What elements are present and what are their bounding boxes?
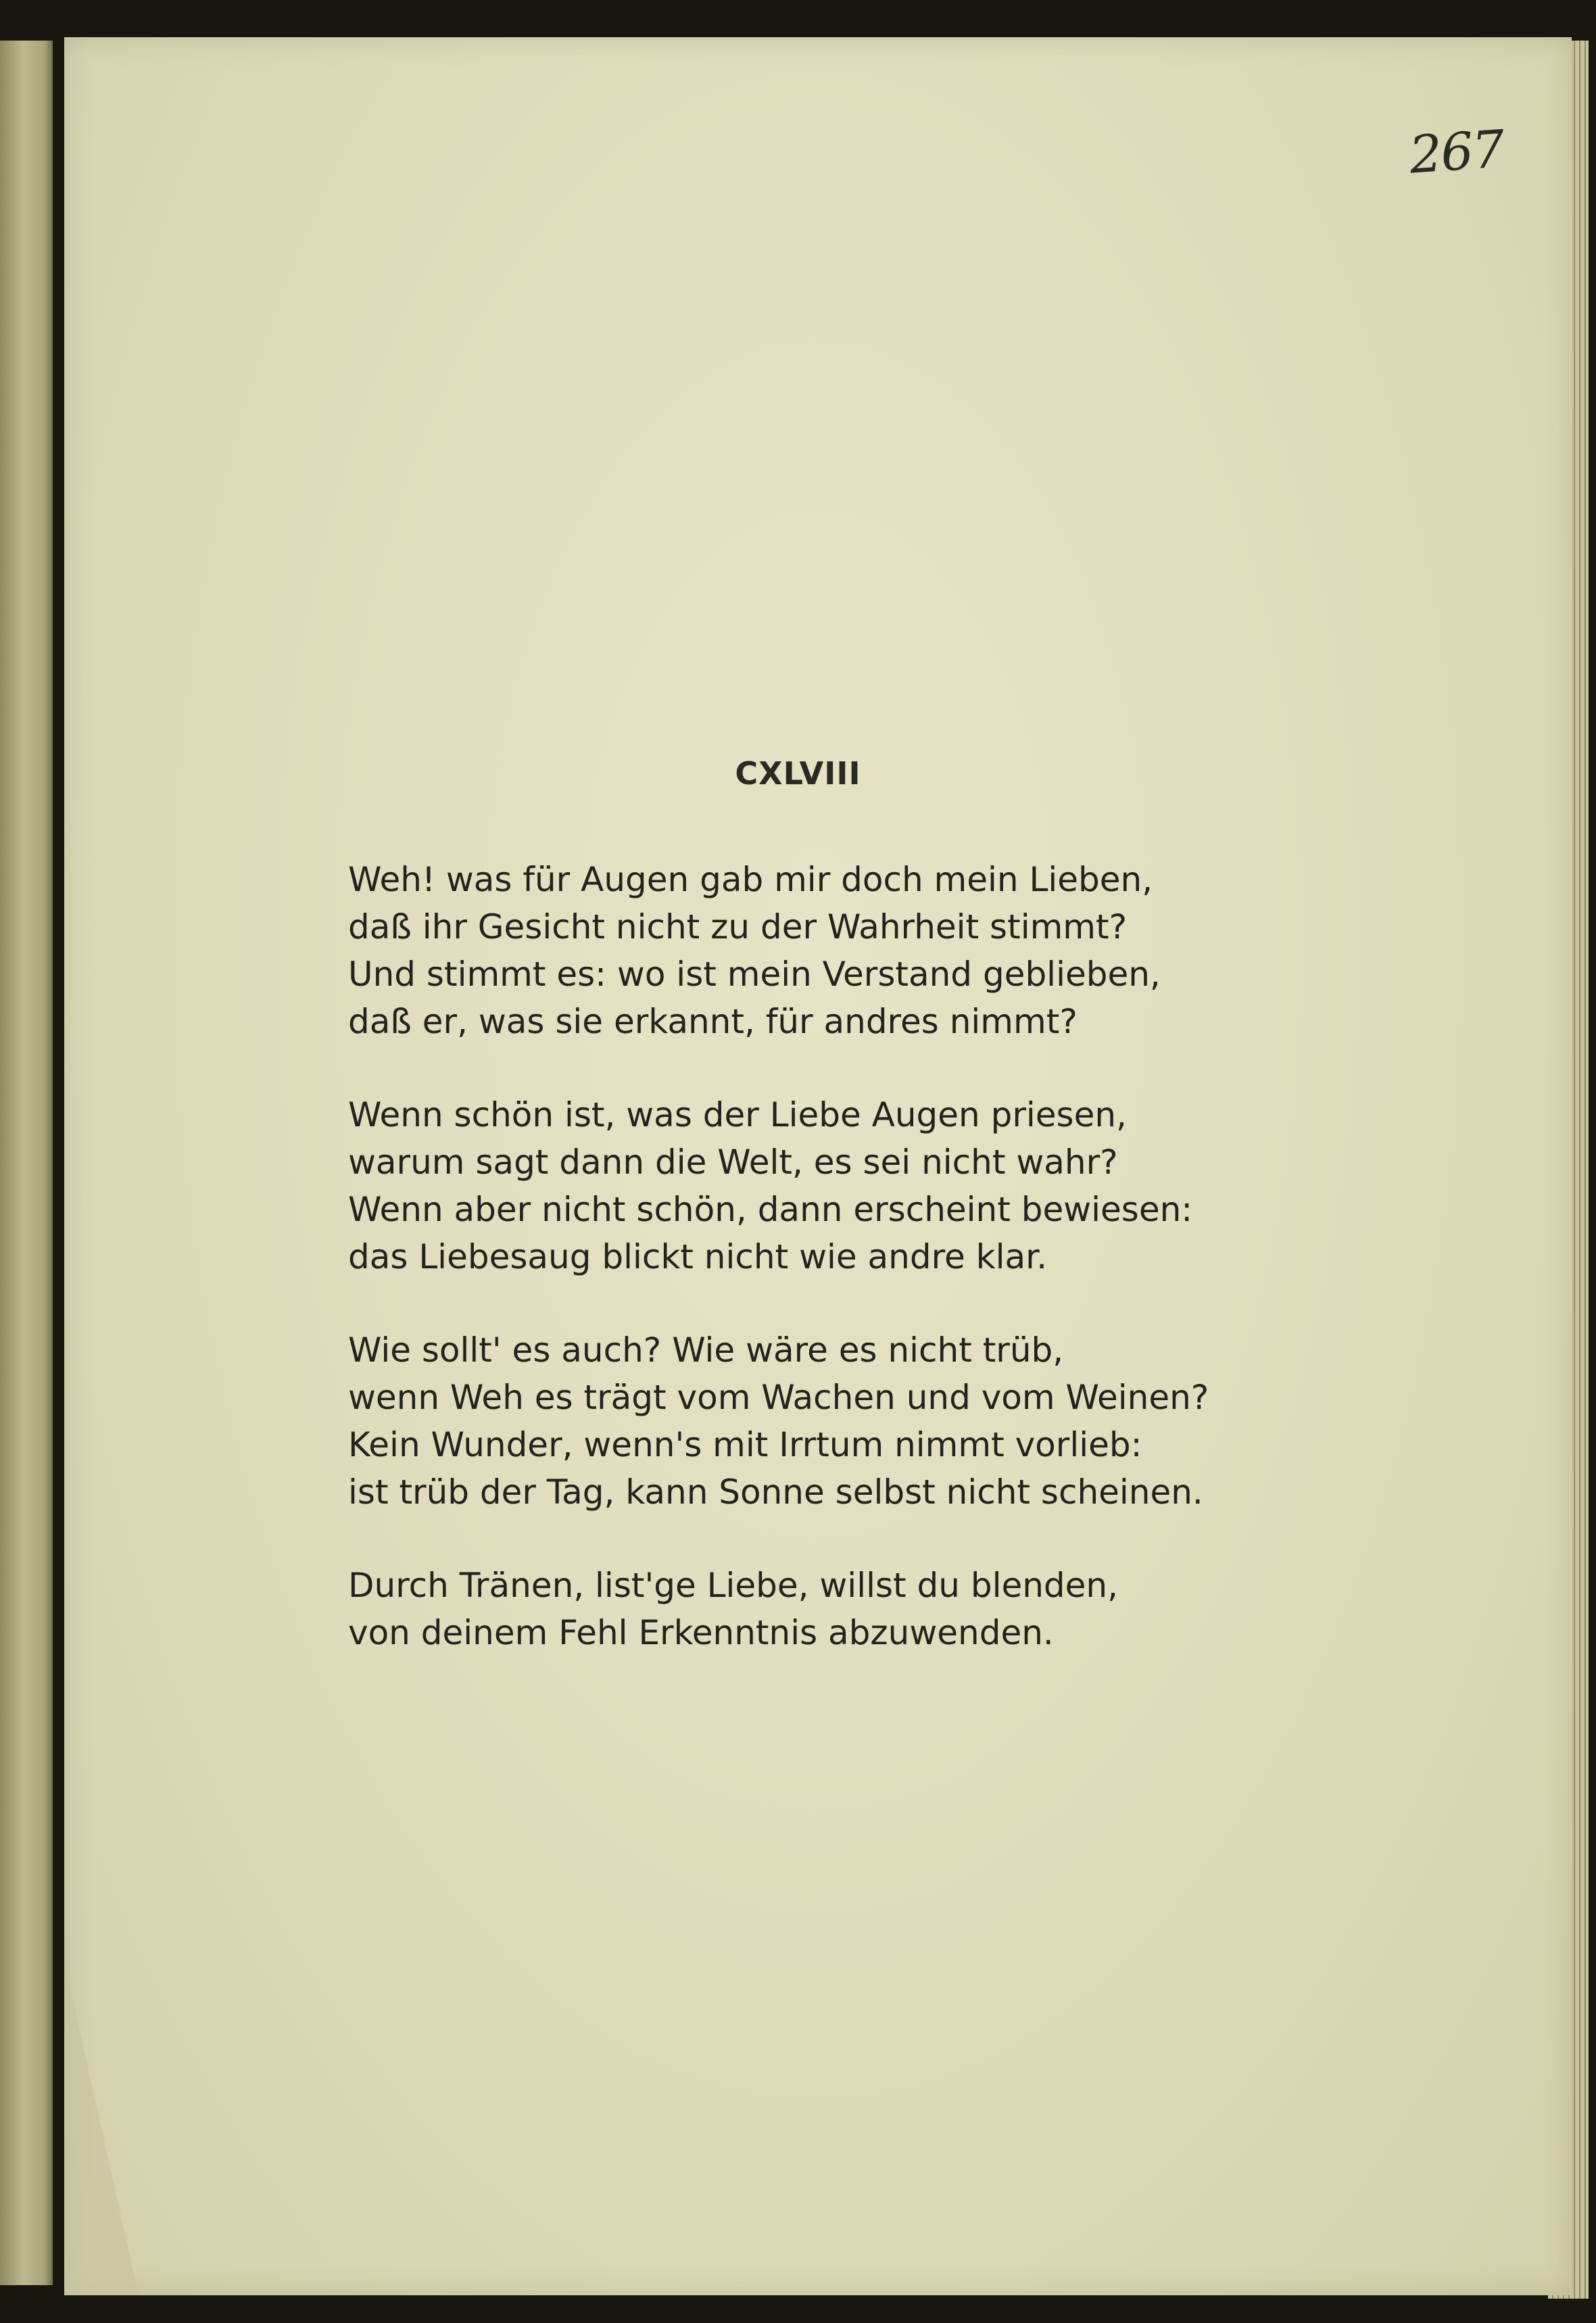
- poem-line: wenn Weh es trägt vom Wachen und vom Weinen?: [348, 1378, 1209, 1417]
- poem-line: Wenn schön ist, was der Liebe Augen priesen,: [348, 1095, 1127, 1134]
- poem-line: Wenn aber nicht schön, dann erscheint bewiesen:: [348, 1190, 1193, 1229]
- poem-line: Weh! was für Augen gab mir doch mein Lieben,: [348, 860, 1153, 899]
- poem-body: [348, 856, 1362, 1702]
- poem-title: CXLVIII: [735, 755, 861, 792]
- poem-line: Wie sollt' es auch? Wie wäre es nicht trüb,: [348, 1331, 1064, 1370]
- poem-line: Durch Tränen, list'ge Liebe, willst du blenden,: [348, 1566, 1119, 1605]
- poem-line: von deinem Fehl Erkenntnis abzuwenden.: [348, 1613, 1054, 1652]
- stanza: [348, 856, 1362, 1045]
- poem-line: daß er, was sie erkannt, für andres nimmt?: [348, 1002, 1078, 1041]
- poem-line: daß ihr Gesicht nicht zu der Wahrheit stimmt?: [348, 907, 1128, 947]
- poem-line: Und stimmt es: wo ist mein Verstand geblieben,: [348, 955, 1161, 994]
- facing-page-edge: [0, 41, 53, 2285]
- poem-line: warum sagt dann die Welt, es sei nicht wahr?: [348, 1143, 1118, 1182]
- poem-line: ist trüb der Tag, kann Sonne selbst nicht scheinen.: [348, 1472, 1203, 1512]
- page-corner-fold: [64, 1961, 139, 2295]
- handwritten-page-number: 267: [1407, 118, 1505, 185]
- stanza: [348, 1326, 1362, 1516]
- poem-line: das Liebesaug blickt nicht wie andre klar.: [348, 1237, 1048, 1276]
- poem-line: Kein Wunder, wenn's mit Irrtum nimmt vorlieb:: [348, 1425, 1142, 1464]
- stanza: [348, 1562, 1362, 1656]
- stanza: [348, 1091, 1362, 1280]
